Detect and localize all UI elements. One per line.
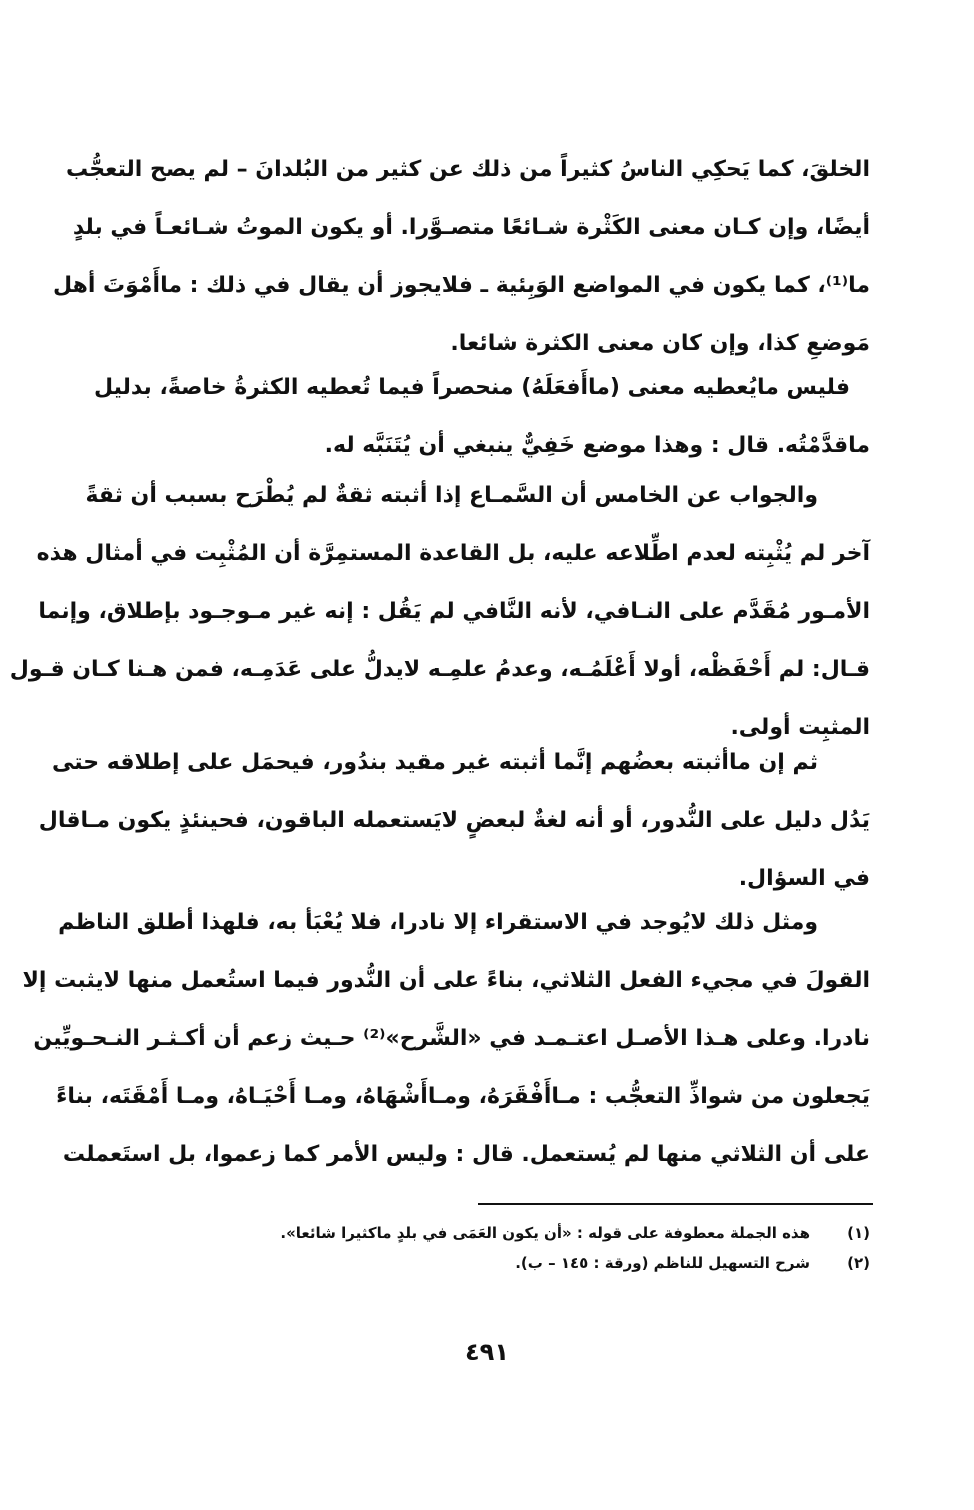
footnote-text: هذه الجملة معطوفة على قوله : «أن يكون العَمَى في بلدٍ ماكثيرا شائعا». [280,1224,810,1242]
text-line: والجواب عن الخامس أن السَّمـاع إذا أثبته ثقةٌ لم يُطْرَح بسبب أن ثقةً [85,483,818,508]
text-line: القولَ في مجيء الفعل الثلاثي، بناءً على أن النُّدور فيما استُعمل منها لايثبت إلا [22,968,870,993]
text-line: نادرا. وعلى هـذا الأصـل اعتـمـد في «الشَّرح»⁽²⁾ حـيث زعم أن أكـثـر النـحـويِّين [33,1026,870,1051]
text-line: ما⁽¹⁾، كما يكون في المواضع الوَبِئية ـ فلايجوز أن يقال في ذلك : ماأَمْوَتَ أهل [52,273,870,298]
body-text [52,157,870,385]
text-line: ثم إن ماأثبته بعضُهم إنَّما أثبته غير مقيد بندُور، فيحمَل على إطلاقه حتى [52,750,818,775]
footnote-text: شرح التسهيل للناظم (ورقة : ١٤٥ – ب). [515,1254,810,1272]
footnote [200,1222,870,1252]
footnotes [200,1222,870,1282]
body-text [9,483,870,773]
text-line: مَوضعِ كذا، وإن كان معنى الكثرة شائعا. [450,331,870,356]
page-number: ٤٩١ [465,1338,509,1366]
text-line: يَجعلون من شواذِّ التعجُّب : مـاأَفْقَرَهُ، ومـاأَشْهَاهُ، ومـا أَحْيَـاهُ، ومـا أَمْقَتَه، بناءً [56,1084,870,1109]
text-line: قـال: لم أَحْفَظْه، أولا أَعْلَمُـه، وعدمُ علمِـه لايدلُّ على عَدَمِـه، فمن هـنا كـان قـول [9,657,870,682]
text-line: المثبِت أولى. [730,715,870,740]
footnote [200,1252,870,1282]
footnote-divider [478,1203,873,1205]
footnote-number: (٢) [847,1254,870,1272]
text-line: أيضًا، وإن كـان معنى الكَثْرة شـائعًا متصـوَّرا. أو يكون الموتُ شـائعـاً في بلدٍ [72,215,870,240]
footnote-number: (١) [847,1224,870,1242]
body-text [22,910,870,1200]
text-line: الخلقَ، كما يَحكِي الناسُ كثيراً من ذلك عن كثير من البُلدانَ – لم يصح التعجُّب [66,157,870,182]
text-line: يَدُل دليل على النُّدور، أو أنه لغةٌ لبعضٍ لايَستعمله الباقون، فحينئذٍ يكون مـاقال [38,808,870,833]
text-line: ماقدَّمْتُه. قال : وهذا موضع خَفِيٌّ ينبغي أن يُتَنَبَّه له. [324,433,870,458]
text-line: الأمـور مُقَدَّم على النـافي، لأنه النَّافي لم يَقُل : إنه غير مـوجـود بإطلاق، وإنما [38,599,870,624]
text-line: ومثل ذلك لايُوجد في الاستقراء إلا نادرا، فلا يُعْبَأ به، فلهذا أطلق الناظم [58,910,818,935]
body-text [38,750,870,924]
body-text [93,375,870,491]
text-line: فليس مايُعطيه معنى (ماأَفعَلَهُ) منحصراً فيما تُعطيه الكثرةُ خاصةً، بدليل [93,375,850,400]
text-line: في السؤال. [738,866,870,891]
text-line: آخر لم يُثْبِته لعدم اطِّلاعه عليه، بل القاعدة المستمِرَّة أن المُثْبِت في أمثال هذه [36,541,870,566]
text-line: على أن الثلاثي منها لم يُستعمل. قال : وليس الأمر كما زعموا، بل استَعملت [62,1142,870,1167]
